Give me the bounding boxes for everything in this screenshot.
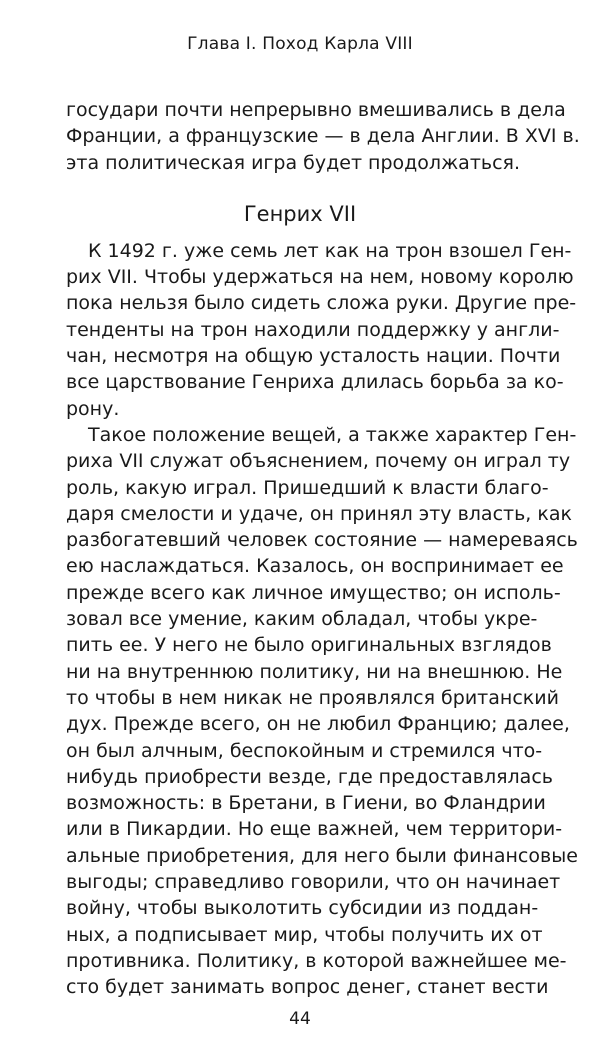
text-line: пока нельзя было сидеть сложа руки. Другие пре- (66, 292, 577, 315)
text-line: Такое положение вещей, а также характер Ген- (88, 423, 577, 446)
text-line: ею наслаждаться. Казалось, он воспринимает ее (66, 555, 564, 578)
text-line: все царствование Генриха длилась борьба за ко- (66, 371, 564, 394)
text-line: К 1492 г. уже семь лет как на трон взошел Ген- (88, 239, 572, 262)
text-line: он был алчным, беспокойным и стремился что- (66, 739, 543, 762)
text-line: пить ее. У него не было оригинальных взглядов (66, 634, 552, 657)
text-line: выгоды; справедливо говорили, что он начинает (66, 871, 561, 894)
text-line: тенденты на трон находили поддержку у англи- (66, 318, 560, 341)
page-body (66, 97, 580, 1001)
text-line: Франции, а французские — в дела Англии. В XVI в. (66, 125, 580, 148)
text-line: зовал все умение, каким обладал, чтобы укре- (66, 608, 538, 631)
text-line: то чтобы в нем никак не проявлялся британский (66, 686, 559, 709)
text-line: разбогатевший человек состояние — намереваясь (66, 529, 578, 552)
text-line: альные приобретения, для него были финансовые (66, 844, 578, 867)
text-line: прежде всего как личное имущество; он исполь- (66, 581, 561, 604)
text-line: даря смелости и удаче, он принял эту власть, как (66, 502, 572, 525)
section-title: Генрих VII (243, 201, 357, 226)
text-line: противника. Политику, в которой важнейшее ме- (66, 949, 567, 972)
text-line: или в Пикардии. Но еще важней, чем территори- (66, 818, 563, 841)
text-line: возможность: в Бретани, в Гиени, во Фландрии (66, 792, 546, 815)
text-line: роль, какую играл. Пришедший к власти благо- (66, 476, 549, 499)
text-line: сто будет занимать вопрос денег, станет вести (66, 976, 549, 999)
text-line: риха VII служат объяснением, почему он играл ту (66, 450, 571, 473)
intro-paragraph (66, 97, 580, 176)
text-line: эта политическая игра будет продолжаться. (66, 151, 521, 174)
text-line: дух. Прежде всего, он не любил Францию; далее, (66, 713, 570, 736)
text-line: войну, чтобы выколотить субсидии из поддан- (66, 897, 539, 920)
text-line: чан, несмотря на общую усталость нации. Почти (66, 345, 561, 368)
text-line: ных, а подписывает мир, чтобы получить их от (66, 923, 543, 946)
paragraph-2 (66, 422, 578, 1001)
paragraph-1 (66, 238, 577, 422)
text-line: рону. (66, 397, 120, 420)
text-line: ни на внутреннюю политику, ни на внешнюю. Не (66, 660, 563, 683)
text-line: государи почти непрерывно вмешивались в дела (66, 99, 566, 121)
text-line: нибудь приобрести везде, где предоставлялась (66, 765, 553, 788)
text-line: рих VII. Чтобы удержаться на нем, новому королю (66, 266, 574, 289)
running-header: Глава I. Поход Карла VIII (187, 34, 413, 54)
page-number: 44 (289, 1009, 311, 1029)
